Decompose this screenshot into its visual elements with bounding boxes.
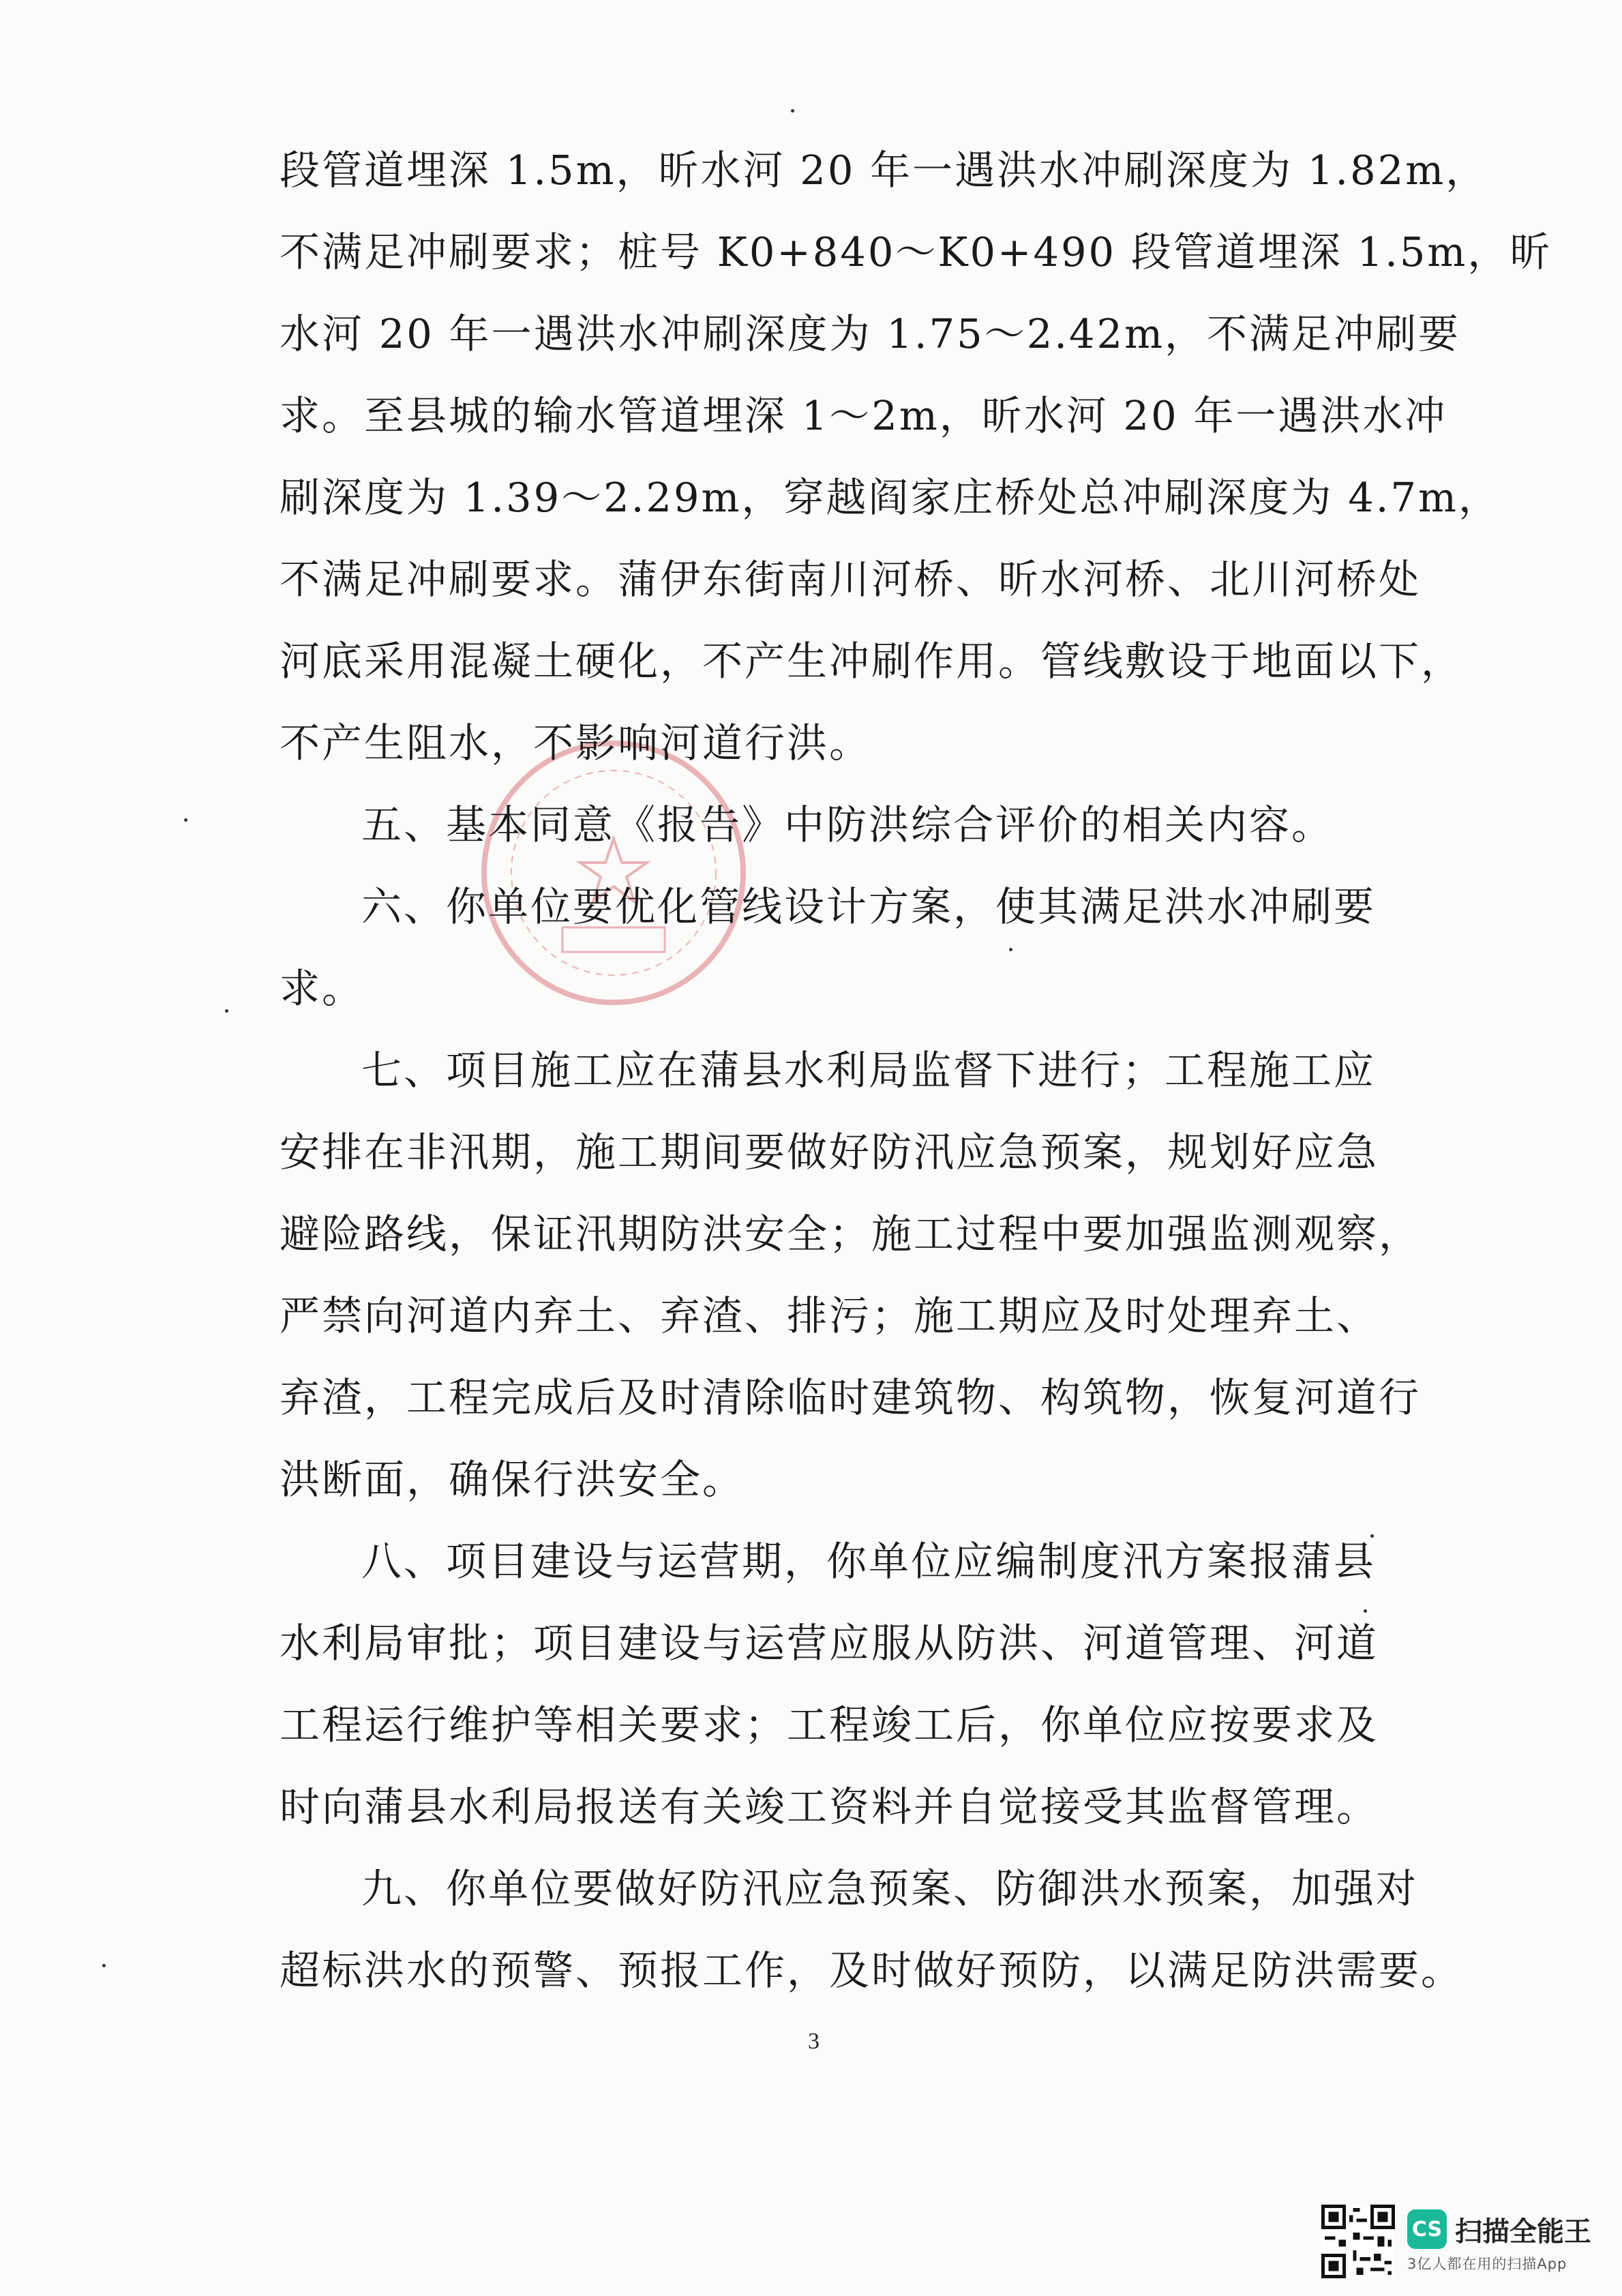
paragraph-five: 五、基本同意《报告》中防洪综合评价的相关内容。 xyxy=(361,801,1334,848)
body-line: 不满足冲刷要求。蒲伊东街南川河桥、昕水河桥、北川河桥处 xyxy=(280,556,1422,603)
body-line: 不产生阻水，不影响河道行洪。 xyxy=(280,719,872,766)
camscanner-app-name: 扫描全能王 xyxy=(1455,2216,1591,2248)
camscanner-brand xyxy=(1407,2209,1591,2273)
camscanner-logo-icon: CS xyxy=(1407,2209,1447,2249)
scan-speck xyxy=(791,109,794,113)
body-line: 安排在非汛期，施工期间要做好防汛应急预案，规划好应急 xyxy=(280,1129,1379,1176)
body-line: 水河 20 年一遇洪水冲刷深度为 1.75～2.42m，不满足冲刷要 xyxy=(280,310,1461,357)
body-line: 避险路线，保证汛期防洪安全；施工过程中要加强监测观察， xyxy=(280,1210,1422,1257)
body-line: 弃渣，工程完成后及时清除临时建筑物、构筑物，恢复河道行 xyxy=(280,1374,1422,1421)
scan-speck xyxy=(1370,1534,1374,1538)
scan-speck xyxy=(184,818,187,822)
camscanner-slogan: 3亿人都在用的扫描App xyxy=(1407,2256,1567,2272)
paragraph-seven: 七、项目施工应在蒲县水利局监督下进行；工程施工应 xyxy=(361,1047,1377,1094)
scan-speck xyxy=(1009,948,1012,951)
camscanner-watermark xyxy=(1321,2204,1591,2279)
paragraph-eight: 八、项目建设与运营期，你单位应编制度汛方案报蒲县 xyxy=(361,1538,1377,1585)
scan-speck xyxy=(1364,1609,1367,1613)
paragraph-nine: 九、你单位要做好防汛应急预案、防御洪水预案，加强对 xyxy=(361,1865,1419,1912)
body-line: 求。 xyxy=(280,965,365,1012)
document-body xyxy=(280,130,1552,2012)
body-line: 水利局审批；项目建设与运营应服从防洪、河道管理、河道 xyxy=(280,1620,1379,1667)
paragraph-six: 六、你单位要优化管线设计方案，使其满足洪水冲刷要 xyxy=(361,883,1377,930)
body-line: 刷深度为 1.39～2.29m，穿越阎家庄桥处总冲刷深度为 4.7m， xyxy=(280,474,1501,521)
body-line: 工程运行维护等相关要求；工程竣工后，你单位应按要求及 xyxy=(280,1701,1379,1748)
body-line: 不满足冲刷要求；桩号 K0+840～K0+490 段管道埋深 1.5m，昕 xyxy=(280,228,1552,275)
scan-speck xyxy=(102,1964,106,1967)
body-line: 严禁向河道内弃土、弃渣、排污；施工期应及时处理弃土、 xyxy=(280,1292,1379,1339)
page-number: 3 xyxy=(808,2029,820,2054)
qr-code-icon xyxy=(1321,2205,1395,2278)
body-line: 段管道埋深 1.5m，昕水河 20 年一遇洪水冲刷深度为 1.82m， xyxy=(280,147,1488,194)
body-line: 时向蒲县水利局报送有关竣工资料并自觉接受其监督管理。 xyxy=(280,1783,1379,1830)
body-line: 河底采用混凝土硬化，不产生冲刷作用。管线敷设于地面以下， xyxy=(280,638,1464,685)
body-line: 超标洪水的预警、预报工作，及时做好预防，以满足防洪需要。 xyxy=(280,1947,1464,1994)
body-line: 洪断面，确保行洪安全。 xyxy=(280,1456,745,1503)
scan-speck xyxy=(225,1009,228,1013)
body-line: 求。至县城的输水管道埋深 1～2m，昕水河 20 年一遇洪水冲 xyxy=(280,392,1447,439)
